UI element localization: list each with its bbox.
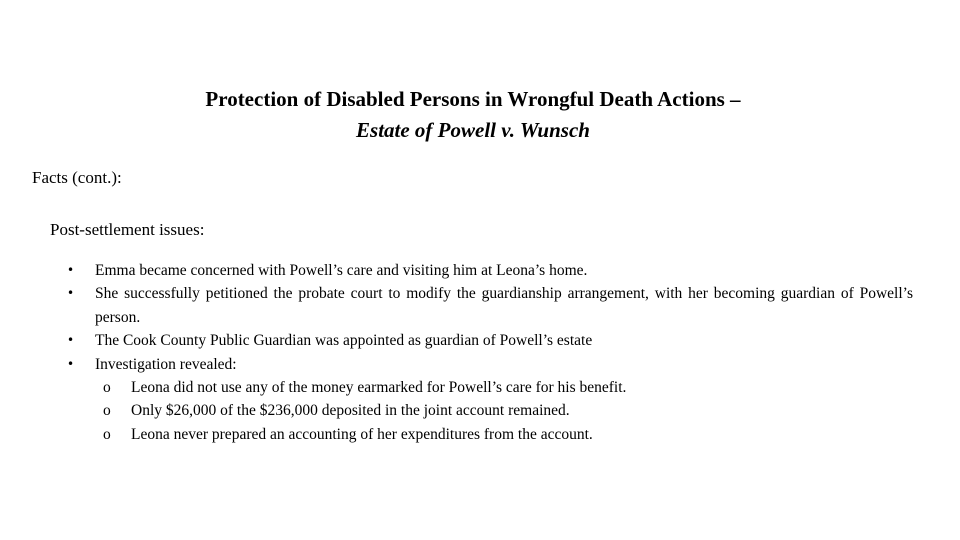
bullet-item [67, 353, 913, 447]
title-line-1: Protection of Disabled Persons in Wrongful Death Actions – [205, 87, 741, 111]
slide-title [0, 84, 946, 146]
bullet-item [67, 282, 913, 329]
bullet-icon: • [67, 333, 75, 348]
sub-bullet-icon: o [103, 402, 111, 420]
bullet-text: Emma became concerned with Powell’s care and visiting him at Leona’s home. [95, 262, 588, 279]
bullet-item [67, 329, 913, 352]
sub-bullet-list [95, 376, 913, 446]
bullet-text: She successfully petitioned the probate court to modify the guardianship arrangement, with her becoming guardian of Powell’s person. [95, 285, 913, 326]
bullet-text: Investigation revealed: [95, 355, 237, 373]
sub-bullet-item [103, 376, 913, 399]
bullet-icon: • [67, 263, 75, 277]
bullet-icon: • [67, 356, 75, 371]
bullet-text: The Cook County Public Guardian was appointed as guardian of Powell’s estate [95, 332, 593, 350]
facts-heading: Facts (cont.): [32, 168, 122, 187]
sub-bullet-icon: o [103, 425, 111, 443]
sub-bullet-item [103, 399, 913, 422]
sub-bullet-icon: o [103, 379, 111, 397]
sub-bullet-text: Leona did not use any of the money earmarked for Powell’s care for his benefit. [131, 379, 627, 397]
bullet-list [67, 259, 913, 446]
bullet-item [67, 259, 913, 282]
title-line-2-case-name: Estate of Powell v. Wunsch [356, 118, 590, 142]
bullet-icon: • [67, 286, 75, 301]
sub-bullet-text: Only $26,000 of the $236,000 deposited in the joint account remained. [131, 402, 570, 420]
sub-bullet-item [103, 423, 913, 446]
post-settlement-heading: Post-settlement issues: [50, 220, 205, 239]
sub-bullet-text: Leona never prepared an accounting of her expenditures from the account. [131, 425, 593, 443]
